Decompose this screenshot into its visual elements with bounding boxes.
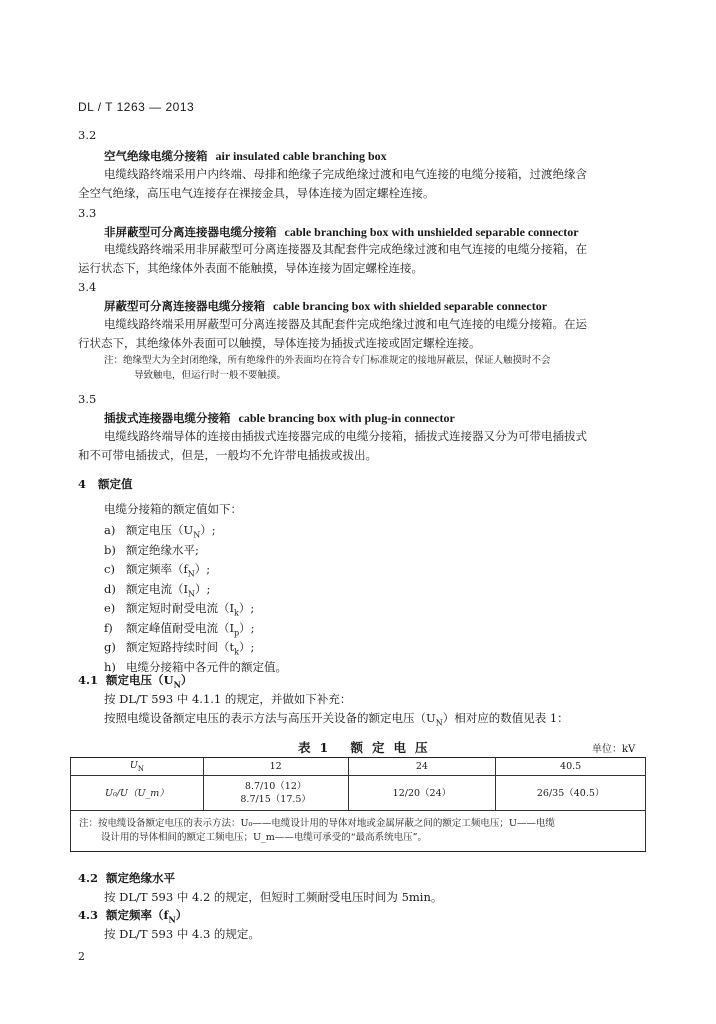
list-item: a) 额定电压$(U_N)$; <box>104 523 216 540</box>
table-cell: 12 <box>203 758 348 776</box>
section-4-2-body: 按 DL/T 593 中 4.2 的规定，但短时工频耐受电压时间为 5min。 <box>104 890 443 904</box>
section-3-4-body <box>78 315 648 353</box>
section-3-4-note <box>104 353 652 383</box>
list-item: g) 额定短路持续时间$(t_k)$; <box>104 640 255 657</box>
table-row <box>71 758 646 776</box>
table-cell: 40.5 <box>496 758 646 776</box>
section-4-title: 额定值 <box>98 477 133 491</box>
table-cell: 12/20（24） <box>348 776 496 811</box>
table-cell: 24 <box>348 758 496 776</box>
table-cell: 26/35（40.5） <box>496 776 646 811</box>
section-3-3-line-1: 电缆线路终端采用非屏蔽型可分离连接器及其配套件完成绝缘过渡和电气连接的电缆分接箱，在 <box>104 242 587 256</box>
section-3-3-line-2: 运行状态下，其绝缘体外表面不能触摸，导体连接为固定螺栓连接。 <box>78 261 423 275</box>
list-item: d) 额定电流$(I_N)$; <box>104 581 211 598</box>
table-1 <box>70 757 646 852</box>
section-3-2-line-1: 电缆线路终端采用户内终端、母排和绝缘子完成绝缘过渡和电气连接的电缆分接箱，过渡绝缘含 <box>104 167 587 181</box>
section-3-4-title-en: cable brancing box with shielded separable connector <box>273 299 548 313</box>
table-row <box>71 776 646 811</box>
section-3-5-title-en: cable brancing box with plug-in connector <box>238 411 455 425</box>
section-3-3-body <box>78 240 648 278</box>
section-4-1-body-1: 按 DL/T 593 中 4.1.1 的规定，并做如下补充： <box>104 692 352 706</box>
section-3-2-heading <box>104 148 387 164</box>
table-1-unit: 单位：kV <box>592 744 636 755</box>
section-3-3-title-en: cable branching box with unshielded separable connector <box>284 225 579 239</box>
list-item: b) 额定绝缘水平; <box>104 542 199 557</box>
section-3-4-number: 3.4 <box>78 280 97 294</box>
section-3-3-heading <box>104 224 579 240</box>
section-3-4-note-line-2: 导致触电，但运行时一般不要触摸。 <box>134 370 287 381</box>
section-4-heading <box>78 476 133 492</box>
section-3-4-note-line-1: 注：绝缘型大为全封闭绝缘，所有绝缘件的外表面均在符合专门标准规定的接地屏蔽层，保证人触摸时不会 <box>104 355 551 366</box>
table-1-caption: 表1 额定电压 <box>298 740 437 755</box>
table-cell-label: U₀/U（U_m） <box>71 776 204 811</box>
table-cell-label: $U_N$ <box>71 758 204 776</box>
document-header: DL / T 1263 — 2013 <box>78 100 195 114</box>
list-item: e) 额定短时耐受电流$(I_k)$; <box>104 601 255 618</box>
section-3-5-title-zh: 插拔式连接器电缆分接箱 <box>104 411 231 425</box>
section-4-3-heading: 4.3 额定频率$(f_N)$ <box>78 908 188 925</box>
section-4-number: 4 <box>78 477 87 491</box>
section-3-3-title-zh: 非屏蔽型可分离连接器电缆分接箱 <box>104 225 277 239</box>
section-3-5-heading <box>104 410 455 426</box>
section-3-2-title-en: air insulated cable branching box <box>215 149 387 163</box>
section-3-5-line-1: 电缆线路终端导体的连接由插拔式连接器完成的电缆分接箱，插拔式连接器又分为可带电插拔式 <box>104 429 587 443</box>
section-3-5-body <box>78 427 648 465</box>
rated-values-list <box>104 522 287 678</box>
section-3-5-line-2: 和不可带电插拔式，但是，一般均不允许带电插拔或拔出。 <box>78 448 377 462</box>
page-number: 2 <box>78 950 85 963</box>
list-item: c) 额定频率$(f_N)$; <box>104 562 211 579</box>
section-3-4-line-2: 行状态下，其绝缘体外表面可以触摸，导体连接为插拔式连接或固定螺栓连接。 <box>78 336 481 350</box>
section-4-intro: 电缆分接箱的额定值如下： <box>104 502 242 516</box>
table-row <box>71 811 646 852</box>
table-cell: 8.7/10（12） 8.7/15（17.5） <box>203 776 348 811</box>
section-3-2-line-2: 全空气绝缘，高压电气连接存在裸接金具，导体连接为固定螺栓连接。 <box>78 186 435 200</box>
section-4-2-number: 4.2 <box>78 871 99 885</box>
list-item: h) 电缆分接箱中各元件的额定值。 <box>104 659 287 674</box>
section-3-2-title-zh: 空气绝缘电缆分接箱 <box>104 149 208 163</box>
list-item: f) 额定峰值耐受电流$(I_p)$; <box>104 620 255 637</box>
section-3-4-title-zh: 屏蔽型可分离连接器电缆分接箱 <box>104 299 265 313</box>
section-3-2-number: 3.2 <box>78 128 97 142</box>
section-4-2-heading: 4.2 额定绝缘水平 <box>78 871 176 885</box>
section-3-3-number: 3.3 <box>78 206 97 220</box>
section-3-4-line-1: 电缆线路终端采用屏蔽型可分离连接器及其配套件完成绝缘过渡和电气连接的电缆分接箱。在运 <box>104 317 587 331</box>
section-3-2-body <box>78 165 648 203</box>
section-3-5-number: 3.5 <box>78 392 97 406</box>
table-note: 注：按电缆设备额定电压的表示方法：U₀——电缆设计用的导体对地或金属屏蔽之间的额定工频电压；U——电缆 设计用的导体相间的额定工频电压；U_m——电缆可承受的“最高系统电压”。 <box>71 811 646 852</box>
section-4-1-heading: 4.1 额定电压$(U_N)$ <box>78 673 193 690</box>
section-4-1-body-2: 按照电缆设备额定电压的表示方法与高压开关设备的额定电压$(U_N)$相对应的数值见表 1： <box>104 711 569 728</box>
section-3-4-heading <box>104 298 547 314</box>
section-4-1-number: 4.1 <box>78 673 99 687</box>
section-4-3-body: 按 DL/T 593 中 4.3 的规定。 <box>104 927 260 941</box>
section-4-3-number: 4.3 <box>78 908 99 922</box>
